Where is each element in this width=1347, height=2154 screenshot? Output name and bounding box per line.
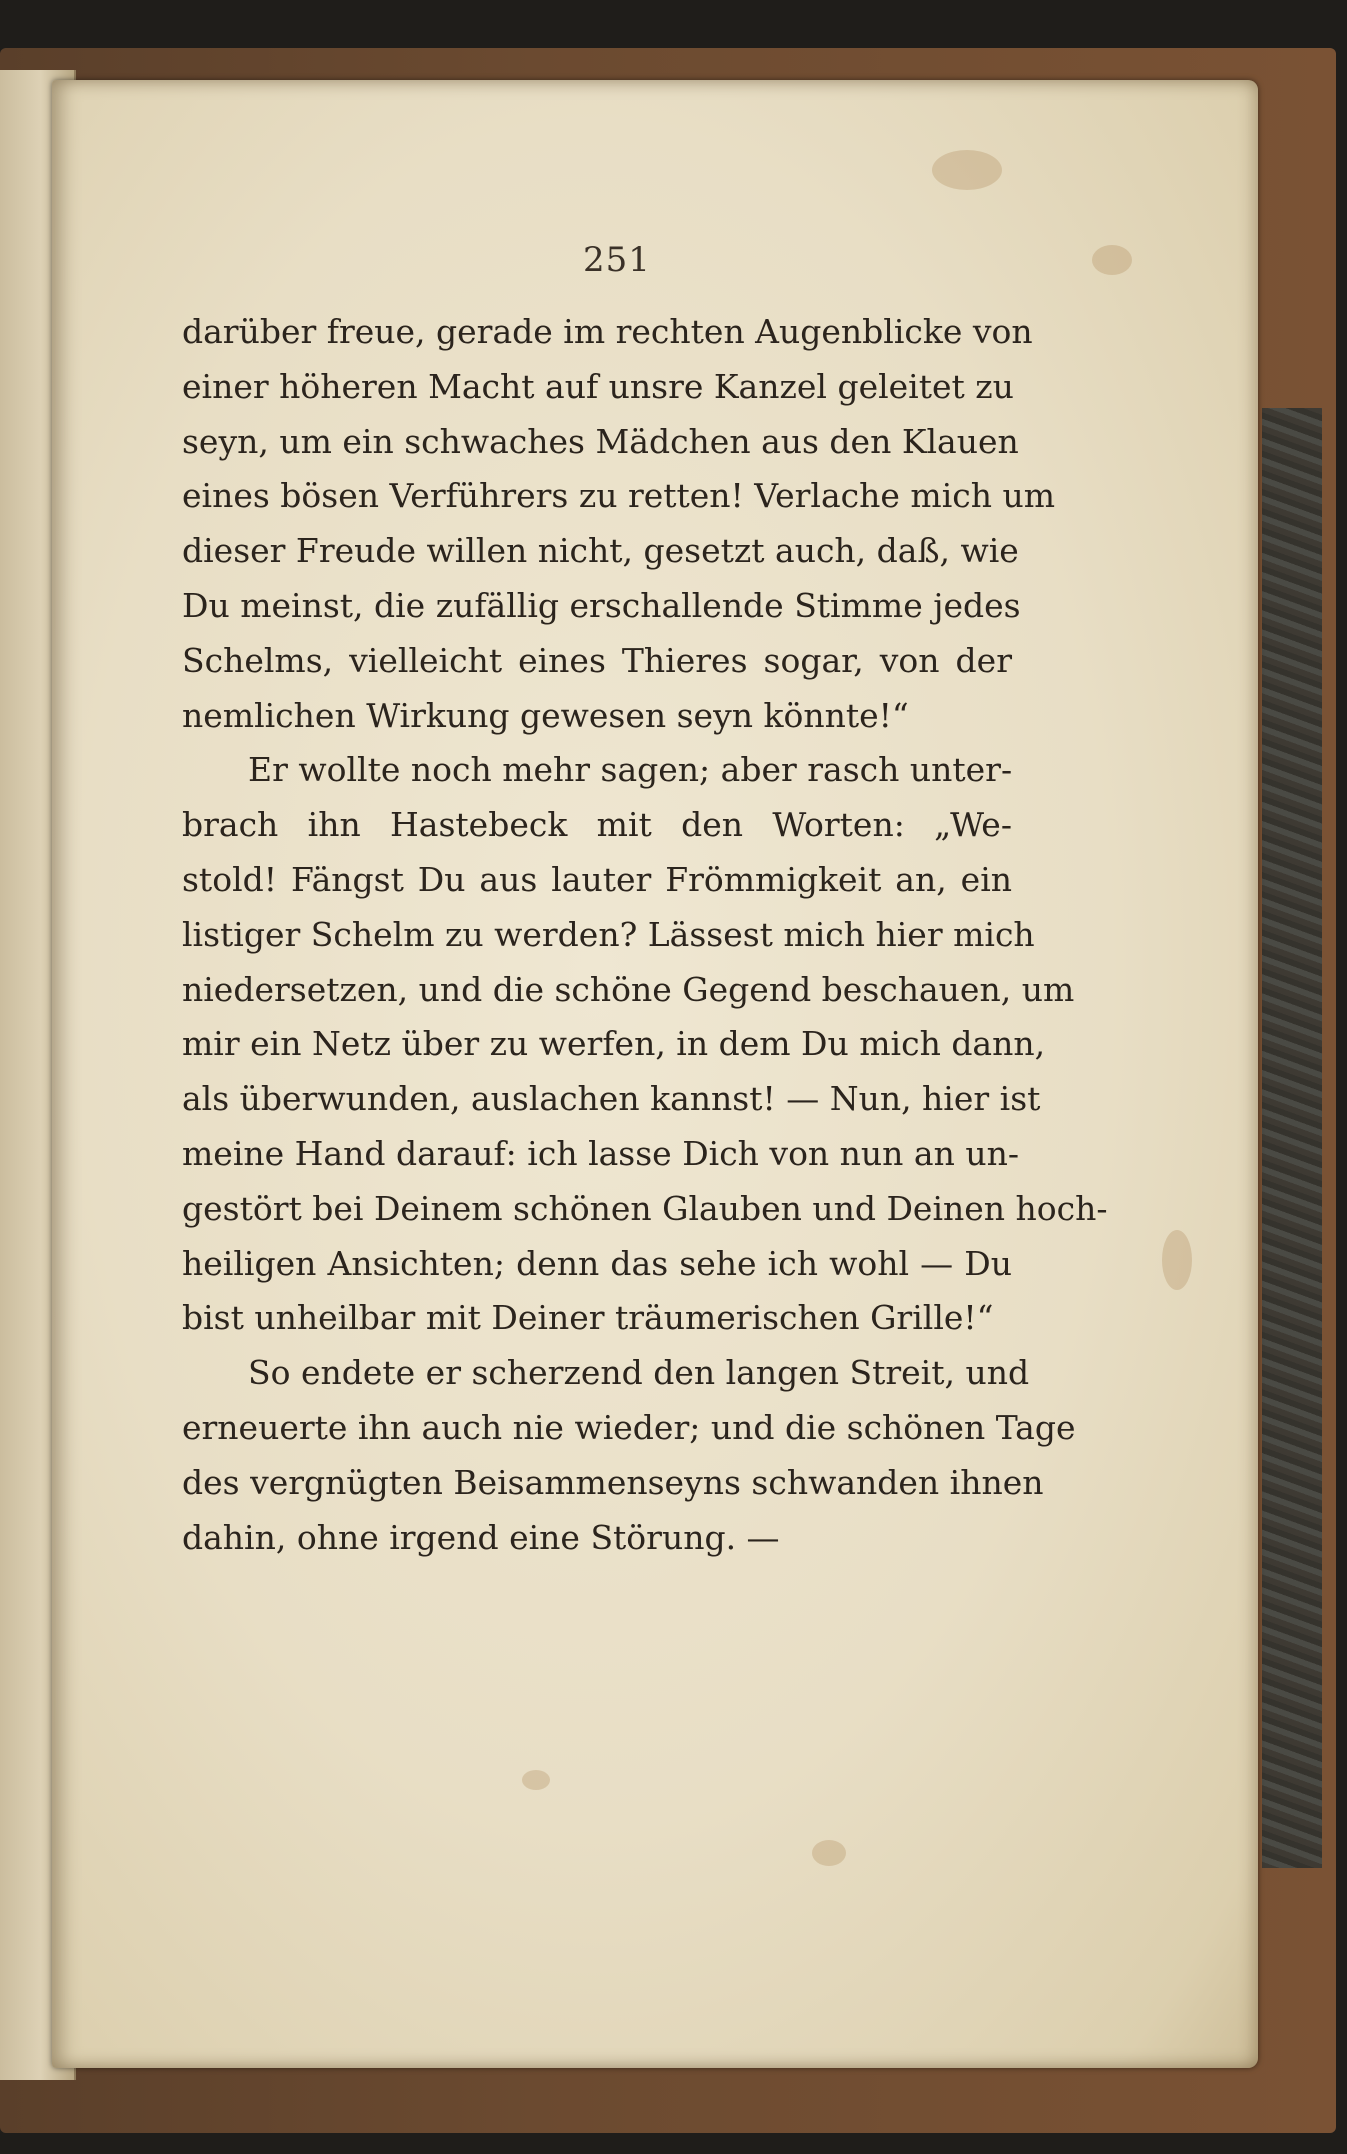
text-line: bist unheilbar mit Deiner träumerischen Grille!“ (182, 1298, 994, 1338)
text-line: Er wollte noch mehr sagen; aber rasch unter- (248, 750, 1013, 790)
text-line: Schelms, vielleicht eines Thieres sogar, von der (182, 640, 1012, 680)
body-text (182, 305, 1108, 1565)
text-line: gestört bei Deinem schönen Glauben und Deinen hoch- (182, 1188, 1108, 1228)
foxing-spot (932, 150, 1002, 190)
text-line: einer höheren Macht auf unsre Kanzel geleitet zu (182, 366, 1014, 406)
text-line: darüber freue, gerade im rechten Augenblicke von (182, 312, 1033, 351)
text-line: Du meinst, die zufällig erschallende Stimme jedes (182, 585, 1021, 625)
foxing-spot (522, 1770, 550, 1790)
text-line: seyn, um ein schwaches Mädchen aus den Klauen (182, 421, 1019, 461)
text-line: heiligen Ansichten; denn das sehe ich wohl — Du (182, 1243, 1012, 1283)
text-line: mir ein Netz über zu werfen, in dem Du mich dann, (182, 1024, 1046, 1064)
text-line: nemlichen Wirkung gewesen seyn könnte!“ (182, 695, 909, 735)
text-line: brach ihn Hastebeck mit den Worten: „We- (182, 805, 1012, 845)
text-line: als überwunden, auslachen kannst! — Nun, hier ist (182, 1079, 1041, 1119)
text-line: meine Hand darauf: ich lasse Dich von nun an un- (182, 1133, 1020, 1173)
foxing-spot (812, 1840, 846, 1866)
text-line: stold! Fängst Du aus lauter Frömmigkeit an, ein (182, 859, 1012, 899)
book-page (52, 80, 1258, 2068)
text-line: eines bösen Verführers zu retten! Verlache mich um (182, 476, 1056, 516)
text-line: dieser Freude willen nicht, gesetzt auch, daß, wie (182, 531, 1019, 571)
text-line: So endete er scherzend den langen Streit, und (248, 1353, 1030, 1393)
page-number: 251 (583, 240, 651, 280)
text-line: niedersetzen, und die schöne Gegend beschauen, um (182, 969, 1075, 1009)
text-line: erneuerte ihn auch nie wieder; und die schönen Tage (182, 1407, 1076, 1447)
text-line: listiger Schelm zu werden? Lässest mich hier mich (182, 914, 1035, 954)
text-line: dahin, ohne irgend eine Störung. — (182, 1517, 780, 1557)
foxing-spot (1162, 1230, 1192, 1290)
text-line: des vergnügten Beisammenseyns schwanden ihnen (182, 1462, 1044, 1502)
cover-marbled-edge (1262, 408, 1322, 1868)
